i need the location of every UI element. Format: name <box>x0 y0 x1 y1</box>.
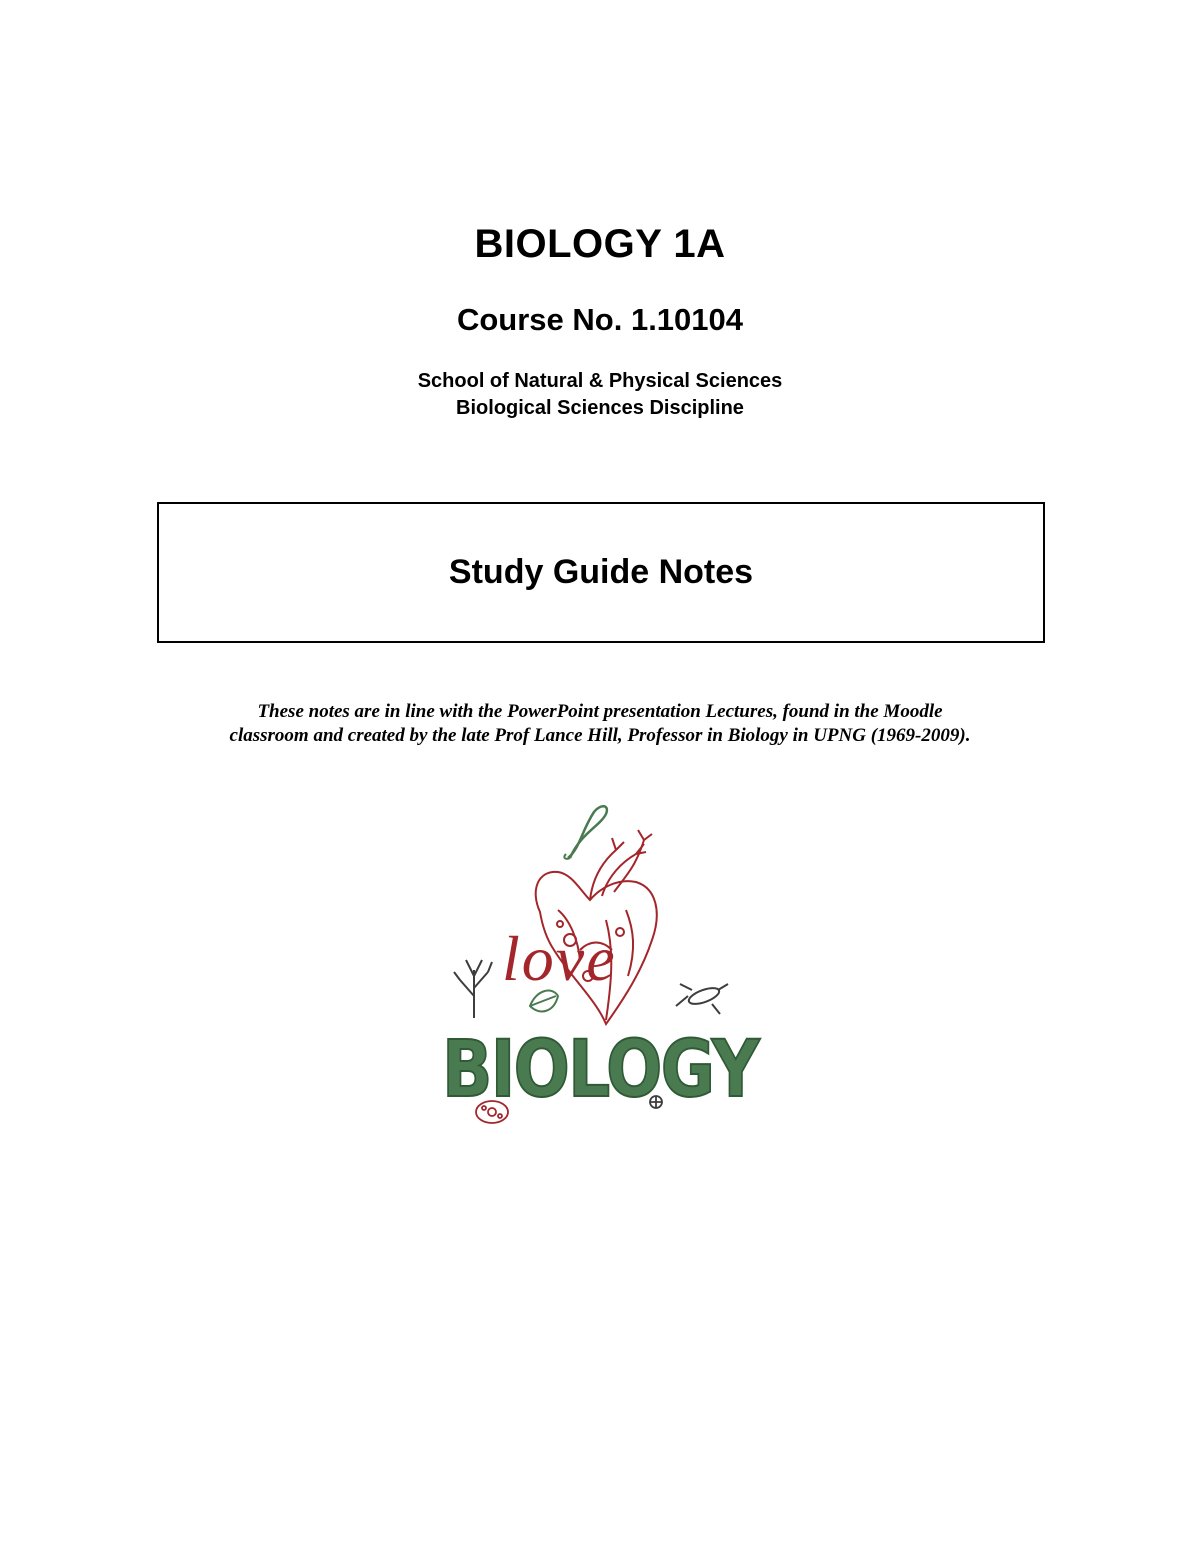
school-block <box>0 368 1200 422</box>
notes-line-2: classroom and created by the late Prof Lance Hill, Professor in Biology in UPNG (1969-2009). <box>229 725 971 746</box>
notes-description <box>150 700 1050 748</box>
logo-script-text: love <box>502 923 617 994</box>
study-guide-title: Study Guide Notes <box>448 553 754 591</box>
logo-word-text: BIOLOGY <box>442 1025 761 1115</box>
study-guide-box <box>157 502 1045 643</box>
ladybug-icon <box>650 1096 662 1108</box>
i-love-biology-logo <box>430 800 770 1130</box>
notes-line-1: These notes are in line with the PowerPoint presentation Lectures, found in the Moodle <box>257 701 943 722</box>
discipline-name: Biological Sciences Discipline <box>456 397 744 419</box>
course-number: Course No. 1.10104 <box>456 302 744 337</box>
insect-icon <box>676 984 728 1014</box>
script-i-icon <box>568 806 607 858</box>
tree-icon <box>454 960 492 1018</box>
course-title: BIOLOGY 1A <box>474 222 726 266</box>
school-name: School of Natural & Physical Sciences <box>417 370 783 392</box>
